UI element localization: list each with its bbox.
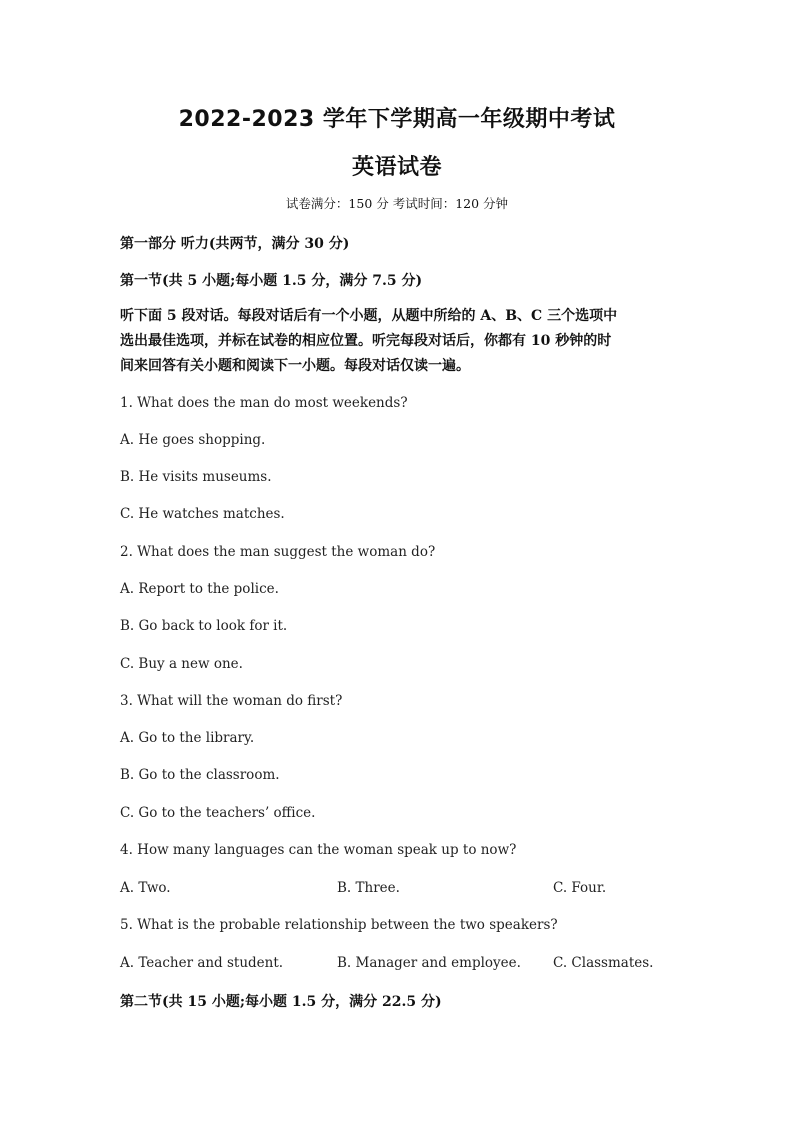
question-1-option-b: B. He visits museums. bbox=[120, 469, 272, 485]
instructions-line: 间来回答有关小题和阅读下一小题。每段对话仅读一遍。 bbox=[120, 358, 470, 374]
question-3-option-b: B. Go to the classroom. bbox=[120, 767, 280, 783]
question-1: 1. What does the man do most weekends? bbox=[120, 395, 408, 411]
part1-heading: 第一部分 听力(共两节，满分 30 分) bbox=[120, 236, 350, 252]
exam-title: 2022-2023 学年下学期高一年级期中考试 bbox=[178, 107, 616, 132]
question-3: 3. What will the woman do first? bbox=[120, 693, 343, 709]
question-5-option-a: A. Teacher and student. bbox=[120, 955, 284, 971]
question-4: 4. How many languages can the woman speak up to now? bbox=[120, 842, 517, 858]
question-4-option-b: B. Three. bbox=[337, 880, 400, 896]
subject-title: 英语试卷 bbox=[351, 155, 442, 180]
instructions-paragraph bbox=[120, 304, 680, 379]
question-3-option-a: A. Go to the library. bbox=[120, 730, 255, 746]
instructions-line: 选出最佳选项，并标在试卷的相应位置。听完每段对话后，你都有 10 秒钟的时 bbox=[120, 333, 612, 349]
question-2-option-b: B. Go back to look for it. bbox=[120, 618, 288, 634]
question-5: 5. What is the probable relationship between the two speakers? bbox=[120, 917, 558, 933]
question-2: 2. What does the man suggest the woman do? bbox=[120, 544, 436, 560]
question-1-option-a: A. He goes shopping. bbox=[120, 432, 266, 448]
instructions-line: 听下面 5 段对话。每段对话后有一个小题，从题中所给的 A、B、C 三个选项中 bbox=[120, 308, 618, 324]
question-4-option-a: A. Two. bbox=[120, 880, 171, 896]
question-3-option-c: C. Go to the teachers’ office. bbox=[120, 805, 316, 821]
question-1-option-c: C. He watches matches. bbox=[120, 506, 285, 522]
question-2-option-a: A. Report to the police. bbox=[120, 581, 279, 597]
section2-heading: 第二节(共 15 小题;每小题 1.5 分，满分 22.5 分) bbox=[120, 994, 442, 1010]
section1-heading: 第一节(共 5 小题;每小题 1.5 分，满分 7.5 分) bbox=[120, 273, 423, 289]
question-2-option-c: C. Buy a new one. bbox=[120, 656, 243, 672]
exam-meta: 试卷满分：150 分 考试时间：120 分钟 bbox=[285, 196, 509, 211]
question-4-option-c: C. Four. bbox=[553, 880, 607, 896]
question-5-option-c: C. Classmates. bbox=[553, 955, 654, 971]
question-5-option-b: B. Manager and employee. bbox=[337, 955, 521, 971]
